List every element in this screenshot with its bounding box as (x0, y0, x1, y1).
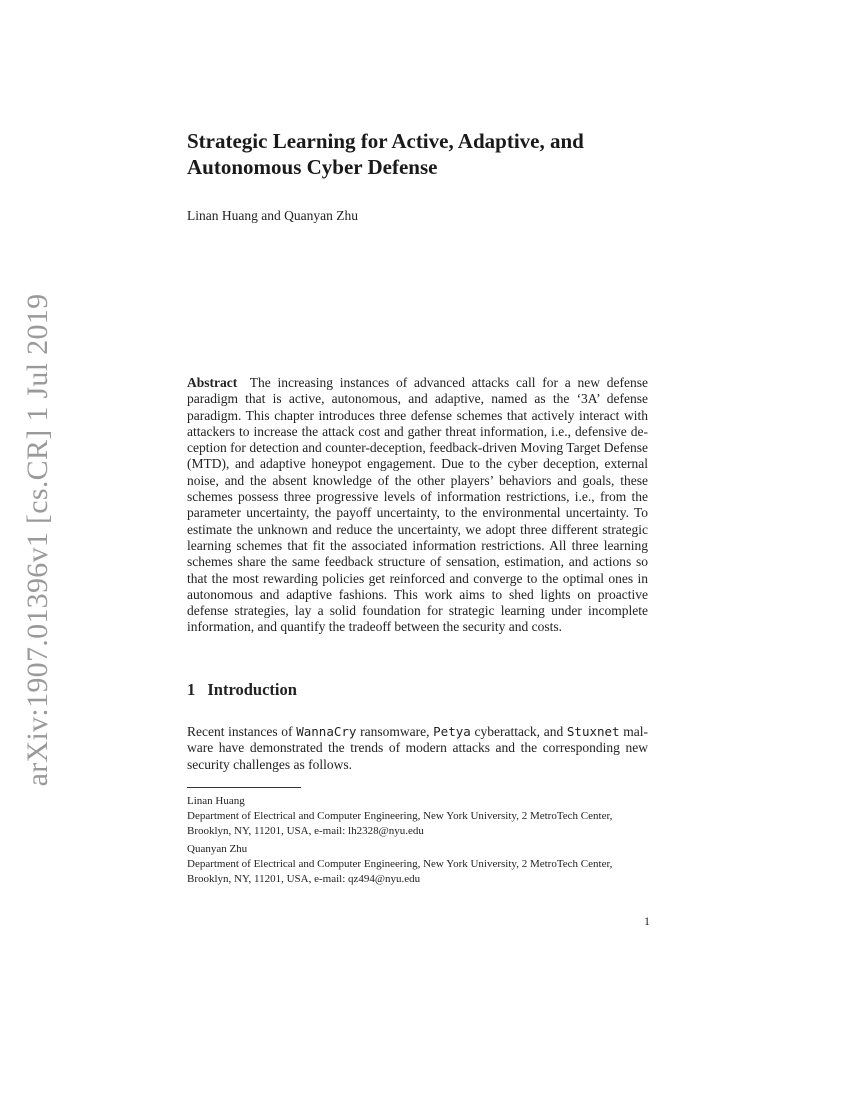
authors: Linan Huang and Quanyan Zhu (187, 208, 358, 223)
footnote-affiliation: Department of Electrical and Computer Engineering, New York University, 2 MetroTech Center, Brooklyn, NY, 11201, USA, e-mail: qz494@nyu.edu (187, 858, 613, 885)
code-stuxnet: Stuxnet (566, 724, 620, 739)
paper-title-line2: Autonomous Cyber Defense (187, 155, 438, 179)
code-wannacry: WannaCry (296, 724, 357, 739)
intro-text-2: ransomware, (356, 724, 434, 739)
intro-text-4: malware have demonstrated the trends of modern attacks and the corresponding new security challenges as follows. (187, 724, 648, 772)
paper-title-line1: Strategic Learning for Active, Adaptive, and (187, 129, 584, 153)
intro-paragraph (187, 724, 648, 773)
code-petya: Petya (433, 724, 471, 739)
abstract (187, 375, 648, 636)
arxiv-stamp-text: arXiv:1907.01396v1 [cs.CR] 1 Jul 2019 (21, 293, 54, 787)
section-number: 1 (187, 680, 196, 699)
abstract-label: Abstract (187, 375, 238, 390)
footnote-affiliation: Department of Electrical and Computer Engineering, New York University, 2 MetroTech Center, Brooklyn, NY, 11201, USA, e-mail: lh2328@nyu.edu (187, 810, 613, 837)
paper-title (187, 128, 667, 180)
page-number: 1 (644, 914, 650, 928)
section-title: Introduction (207, 680, 297, 699)
footnote-name: Linan Huang (187, 795, 245, 807)
arxiv-stamp (12, 293, 64, 787)
section-heading (187, 680, 297, 700)
footnote-rule (187, 787, 301, 788)
footnote-author-2 (187, 842, 649, 887)
abstract-text: The increasing instances of advanced attacks call for a new defense paradigm that is active, autonomous, and adaptive, named as the ‘3A’ defense paradigm. This chapter introduces three defense schemes that actively interact with attackers to increase the attack cost and gather threat information, i.e., defensive deception for detection and counter-deception, feedback-driven Moving Target Defense (MTD), and adaptive honeypot engagement. Due to the cyber deception, external noise, and the absent knowledge of the other players’ behaviors and goals, these schemes possess three progressive levels of information restrictions, i.e., from the parameter uncertainty, the payoff uncertainty, to the environmental uncertainty. To estimate the unknown and reduce the uncertainty, we adopt three different strategic learning schemes that fit the associated information restrictions. All three learning schemes share the same feedback structure of sensation, estimation, and actions so that the most rewarding policies get reinforced and converge to the optimal ones in autonomous and adaptive fashions. This work aims to shed lights on proactive defense strategies, lay a solid foundation for strategic learning under incomplete information, and quantify the tradeoff between the security and costs. (187, 375, 648, 635)
intro-text-1: Recent instances of (187, 724, 297, 739)
footnote-name: Quanyan Zhu (187, 843, 248, 855)
footnote-author-1 (187, 794, 649, 839)
intro-text-3: cyberattack, and (470, 724, 567, 739)
